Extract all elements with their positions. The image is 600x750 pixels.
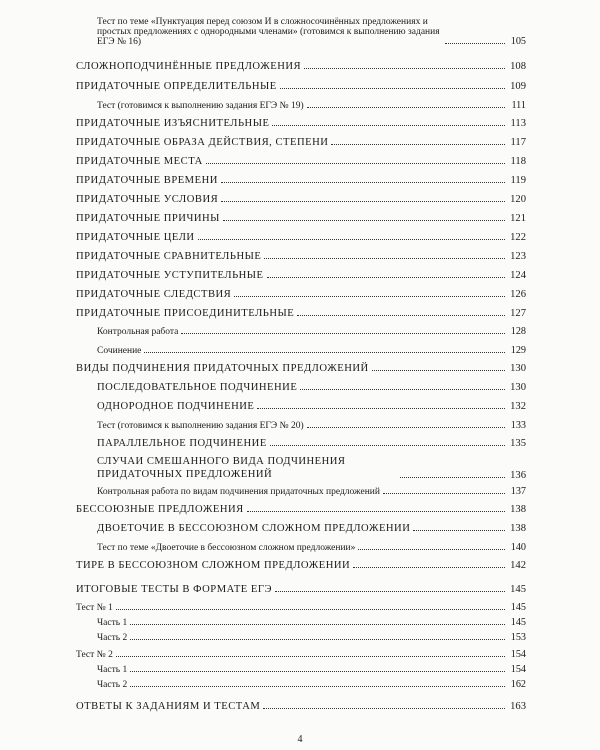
toc-entry-title: ИТОГОВЫЕ ТЕСТЫ В ФОРМАТЕ ЕГЭ	[76, 584, 273, 595]
toc-entry	[97, 542, 526, 553]
toc-entry-title: ПРИДАТОЧНЫЕ ОБРАЗА ДЕЙСТВИЯ, СТЕПЕНИ	[76, 137, 329, 148]
dot-leader	[264, 258, 505, 259]
toc-entry	[76, 61, 526, 72]
toc-entry-title: ПРИДАТОЧНЫЕ ПРИСОЕДИНИТЕЛЬНЫЕ	[76, 308, 295, 319]
toc-entry-page: 120	[510, 194, 526, 205]
toc-entry	[97, 438, 526, 449]
toc-entry-page: 119	[510, 175, 526, 186]
toc-entry-page: 132	[510, 401, 526, 412]
toc-entry-title: ПРИДАТОЧНЫЕ СЛЕДСТВИЯ	[76, 289, 232, 300]
toc-entry-title: ПАРАЛЛЕЛЬНОЕ ПОДЧИНЕНИЕ	[97, 438, 267, 449]
toc-entry-title: ОТВЕТЫ К ЗАДАНИЯМ И ТЕСТАМ	[76, 701, 261, 712]
toc-entry	[97, 420, 526, 431]
toc-entry-page: 140	[510, 542, 526, 553]
toc-entry-page: 137	[510, 486, 526, 497]
toc-entry	[76, 251, 526, 262]
dot-leader	[223, 220, 505, 221]
toc-entry-page: 117	[510, 137, 526, 148]
dot-leader	[331, 144, 505, 145]
toc-entry-page: 145	[510, 602, 526, 613]
toc-entry-title: Тест по теме «Пунктуация перед союзом И в сложносочинённых предложениях и простых предложениях с однородными членами» (готовимся к выполнению задания ЕГЭ № 16)	[97, 17, 440, 47]
toc-entry-page: 154	[510, 649, 526, 660]
toc-entry	[97, 401, 526, 412]
toc-entry	[76, 175, 526, 186]
toc-entry-title: ПРИДАТОЧНЫЕ ПРИЧИНЫ	[76, 213, 220, 224]
dot-leader	[413, 530, 505, 531]
toc-entry	[76, 289, 526, 300]
toc-entry-page: 121	[510, 213, 526, 224]
toc-entry	[76, 156, 526, 167]
dot-leader	[307, 107, 505, 108]
toc-entry-page: 130	[510, 382, 526, 393]
toc-entry-page: 109	[510, 81, 526, 92]
toc-entry	[76, 363, 526, 374]
toc-entry	[76, 118, 526, 129]
toc-entry-title: ПРИДАТОЧНЫЕ УСЛОВИЯ	[76, 194, 219, 205]
toc-entry-page: 130	[510, 363, 526, 374]
toc-entry-page: 136	[510, 470, 526, 481]
dot-leader	[247, 511, 505, 512]
toc-entry-page: 135	[510, 438, 526, 449]
dot-leader	[304, 68, 505, 69]
toc-entry-title: Контрольная работа	[97, 327, 179, 337]
toc-entry	[97, 345, 526, 356]
dot-leader	[206, 163, 505, 164]
dot-leader	[257, 408, 505, 409]
toc-entry	[97, 100, 526, 111]
toc-entry-title: Часть 1	[97, 618, 128, 628]
toc-entry-page: 154	[510, 664, 526, 675]
toc-entry-title: СЛОЖНОПОДЧИНЁННЫЕ ПРЕДЛОЖЕНИЯ	[76, 61, 302, 72]
toc-entry-title: ВИДЫ ПОДЧИНЕНИЯ ПРИДАТОЧНЫХ ПРЕДЛОЖЕНИЙ	[76, 363, 369, 374]
dot-leader	[263, 708, 505, 709]
page-number: 4	[297, 734, 303, 745]
toc-entry	[97, 679, 526, 690]
toc-entry	[97, 486, 526, 497]
toc-entry-page: 118	[510, 156, 526, 167]
toc-entry-page: 123	[510, 251, 526, 262]
toc-entry-page: 163	[510, 701, 526, 712]
toc-entry-title: Тест № 1	[76, 603, 113, 613]
toc-entry	[76, 560, 526, 571]
toc-entry-title: Часть 1	[97, 665, 128, 675]
toc-entry	[76, 504, 526, 515]
toc-entry-title: Контрольная работа по видам подчинения придаточных предложений	[97, 487, 380, 497]
toc-entry-page: 162	[510, 679, 526, 690]
dot-leader	[130, 624, 505, 625]
toc-entry	[76, 602, 526, 613]
dot-leader	[358, 549, 505, 550]
toc-entry-title: ПРИДАТОЧНЫЕ ВРЕМЕНИ	[76, 175, 218, 186]
toc-entry-title: ПРИДАТОЧНЫЕ ОПРЕДЕЛИТЕЛЬНЫЕ	[76, 81, 277, 92]
dot-leader	[267, 277, 505, 278]
toc-entry	[76, 194, 526, 205]
toc-entry-title: Часть 2	[97, 680, 128, 690]
dot-leader	[272, 125, 505, 126]
toc-entry-page: 145	[510, 617, 526, 628]
toc-entry-page: 142	[510, 560, 526, 571]
toc-entry-title: ПРИДАТОЧНЫЕ ИЗЪЯСНИТЕЛЬНЫЕ	[76, 118, 270, 129]
toc-entry	[97, 382, 526, 393]
toc-entry	[76, 137, 526, 148]
dot-leader	[400, 477, 505, 478]
toc-entry-page: 124	[510, 270, 526, 281]
toc-entry	[76, 213, 526, 224]
dot-leader	[307, 427, 505, 428]
dot-leader	[221, 182, 505, 183]
dot-leader	[130, 671, 505, 672]
toc-entry-page: 145	[510, 584, 526, 595]
dot-leader	[116, 656, 505, 657]
toc-entry	[76, 308, 526, 319]
toc-entry-title: ДВОЕТОЧИЕ В БЕССОЮЗНОМ СЛОЖНОМ ПРЕДЛОЖЕНИИ	[97, 523, 411, 534]
toc-entry-page: 129	[510, 345, 526, 356]
toc-entry	[76, 270, 526, 281]
toc-entry	[76, 81, 526, 92]
toc-entry-title: ПРИДАТОЧНЫЕ МЕСТА	[76, 156, 203, 167]
toc-entry-page: 126	[510, 289, 526, 300]
toc-entry-page: 113	[510, 118, 526, 129]
toc-entry-title: ПРИДАТОЧНЫЕ УСТУПИТЕЛЬНЫЕ	[76, 270, 264, 281]
toc-entry-title: СЛУЧАИ СМЕШАННОГО ВИДА ПОДЧИНЕНИЯ ПРИДАТОЧНЫХ ПРЕДЛОЖЕНИЙ	[97, 456, 346, 480]
toc-entry-title: Тест (готовимся к выполнению задания ЕГЭ № 19)	[97, 101, 304, 111]
toc-entry-page: 108	[510, 61, 526, 72]
dot-leader	[116, 609, 505, 610]
toc-entry	[76, 649, 526, 660]
toc-entry	[97, 632, 526, 643]
toc-entry-page: 127	[510, 308, 526, 319]
dot-leader	[383, 493, 505, 494]
dot-leader	[144, 352, 505, 353]
toc-entry-page: 138	[510, 504, 526, 515]
toc-entry-page: 105	[510, 36, 526, 47]
toc-entry-title: ОДНОРОДНОЕ ПОДЧИНЕНИЕ	[97, 401, 255, 412]
toc-entry	[76, 232, 526, 243]
toc-entry-title: ТИРЕ В БЕССОЮЗНОМ СЛОЖНОМ ПРЕДЛОЖЕНИИ	[76, 560, 351, 571]
dot-leader	[353, 567, 505, 568]
dot-leader	[280, 88, 505, 89]
dot-leader	[297, 315, 505, 316]
toc-entry-title: Тест № 2	[76, 650, 113, 660]
toc-entry-title: Сочинение	[97, 346, 142, 356]
toc-entry-page: 138	[510, 523, 526, 534]
dot-leader	[372, 370, 505, 371]
dot-leader	[234, 296, 505, 297]
toc-entry	[76, 701, 526, 712]
toc-entry-page: 122	[510, 232, 526, 243]
toc-entry-title: Часть 2	[97, 633, 128, 643]
dot-leader	[181, 333, 505, 334]
toc-entry-title: Тест по теме «Двоеточие в бессоюзном сложном предложении»	[97, 543, 356, 553]
toc-entry-title: ПРИДАТОЧНЫЕ ЦЕЛИ	[76, 232, 195, 243]
dot-leader	[130, 639, 505, 640]
toc-entry	[97, 664, 526, 675]
dot-leader	[221, 201, 505, 202]
toc-entry-title: ПОСЛЕДОВАТЕЛЬНОЕ ПОДЧИНЕНИЕ	[97, 382, 298, 393]
dot-leader	[445, 43, 505, 44]
toc-entry-page: 128	[510, 326, 526, 337]
toc-entry-page: 111	[511, 100, 526, 111]
toc-entry	[97, 617, 526, 628]
toc-entry	[76, 584, 526, 595]
toc-entry-title: ПРИДАТОЧНЫЕ СРАВНИТЕЛЬНЫЕ	[76, 251, 262, 262]
toc-entry	[97, 523, 526, 534]
toc-entry	[97, 455, 526, 481]
dot-leader	[300, 389, 505, 390]
toc-entry-page: 133	[510, 420, 526, 431]
dot-leader	[270, 445, 505, 446]
toc-entry	[97, 326, 526, 337]
toc-entry-title: БЕССОЮЗНЫЕ ПРЕДЛОЖЕНИЯ	[76, 504, 244, 515]
dot-leader	[275, 591, 505, 592]
dot-leader	[198, 239, 505, 240]
toc-entry-page: 153	[510, 632, 526, 643]
dot-leader	[130, 686, 505, 687]
toc-entry	[97, 17, 526, 47]
toc-entry-title: Тест (готовимся к выполнению задания ЕГЭ № 20)	[97, 421, 304, 431]
